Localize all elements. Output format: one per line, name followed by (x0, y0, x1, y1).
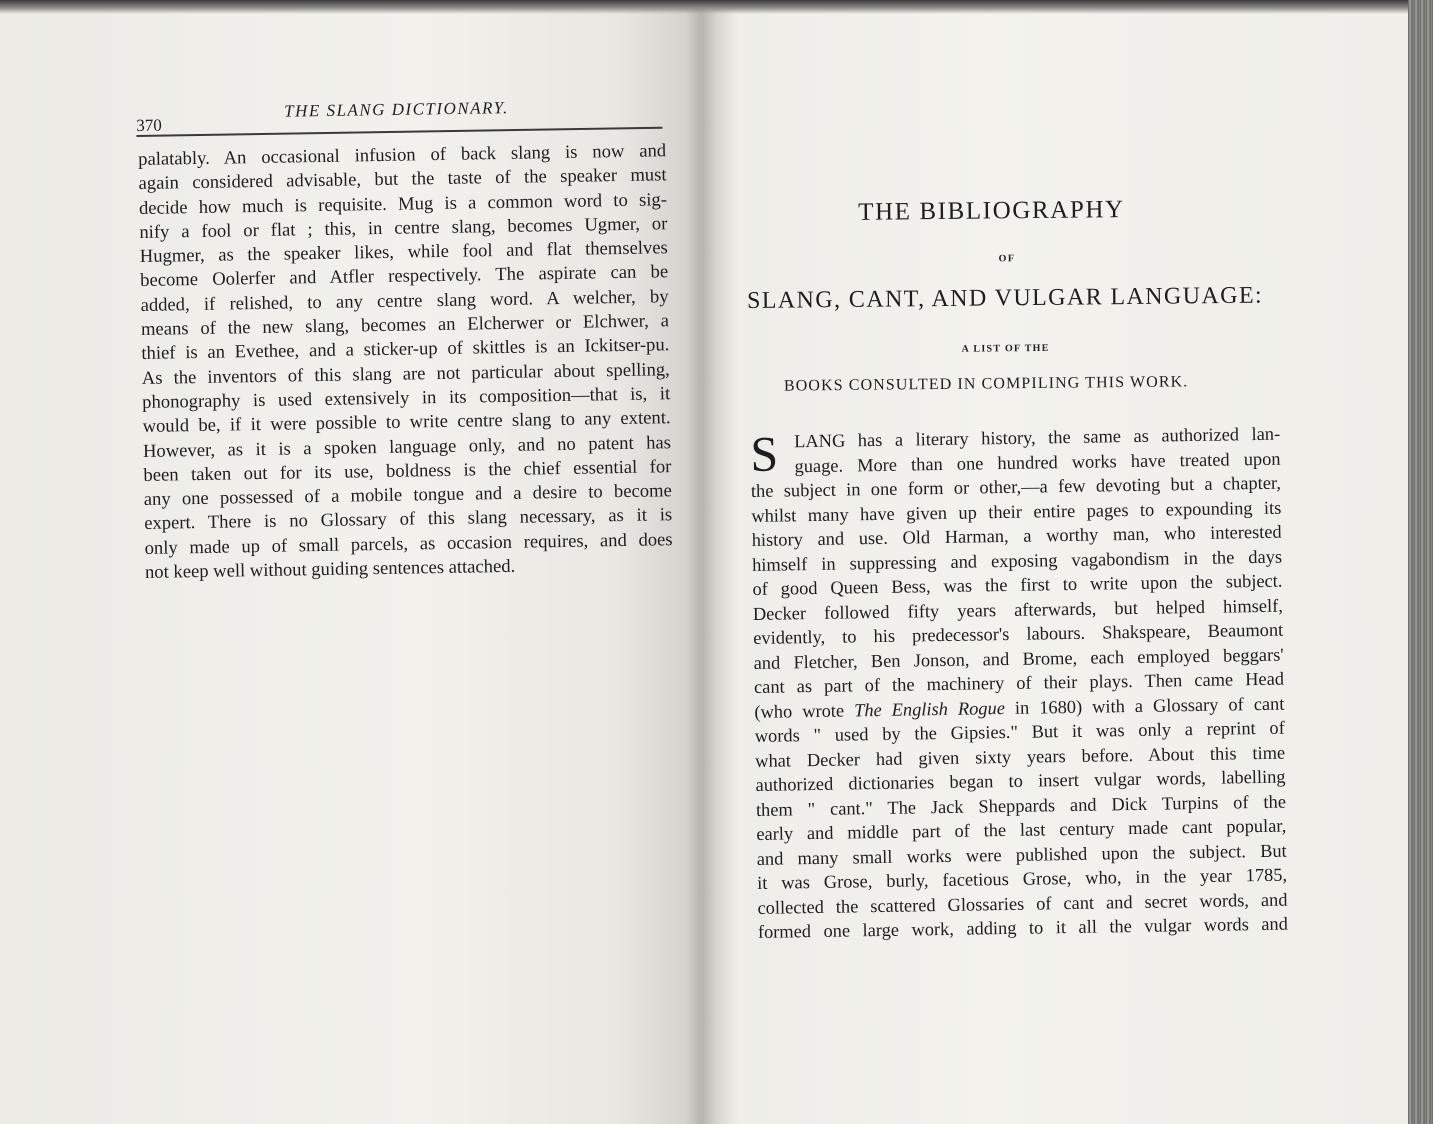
text-line: Decker followed fifty years afterwards, but helped himself, (752, 595, 1283, 624)
text-line: However, as it is a spoken language only, and no patent has (142, 431, 672, 462)
text-line: Hugmer, as the speaker likes, while fool and flat themselves (139, 237, 668, 268)
text-line: would be, if it were possible to write centre slang to any extent. (142, 407, 671, 438)
text-line: it was Grose, burly, facetious Grose, who, in the year 1785, (756, 864, 1288, 893)
text-line: evidently, to his predecessor's labours. Shakspeare, Beaumont (753, 619, 1284, 648)
text-line: LANG has a literary history, the same as authorized lan- (794, 423, 1281, 452)
text-line: expert. There is no Glossary of this slang necessary, as it is (144, 504, 673, 535)
text-line: not keep well without guiding sentences attached. (144, 555, 516, 583)
drop-cap: S (749, 425, 779, 482)
text-line: added, if relished, to any centre slang word. A welcher, by (140, 286, 669, 316)
text-line: any one possessed of a mobile tongue and a desire to become (143, 480, 672, 511)
subtitle: BOOKS CONSULTED IN COMPILING THIS WORK. (783, 373, 1189, 395)
page-number: 370 (136, 115, 162, 135)
right-body-text (750, 422, 1288, 945)
text-line: nify a fool or flat ; this, in centre slang, becomes Ugmer, or (139, 213, 668, 243)
running-head (136, 96, 662, 138)
text-line: guage. More than one hundred works have treated upon (794, 448, 1281, 476)
scan-top-edge (0, 0, 1433, 14)
text-line: formed one large work, adding to it all the vulgar words and (757, 913, 1288, 942)
text-line: been taken out for its use, boldness is the chief essential for (143, 456, 672, 486)
title-connector: OF (998, 253, 1016, 265)
text-line: phonography is used extensively in its composition—that is, it (142, 383, 671, 413)
page-edges (1408, 0, 1433, 1124)
text-line: early and middle part of the last century made cant popular, (756, 815, 1287, 844)
text-line: means of the new slang, becomes an Elcherwer or Elchwer, a (140, 310, 670, 341)
text-line: collected the scattered Glossaries of cant and secret words, and (757, 889, 1288, 918)
left-body-text (138, 139, 673, 585)
left-page (0, 0, 703, 1124)
text-line: again considered advisable, but the taste of the speaker must (138, 164, 667, 195)
text-line: the subject in one form or other,—a few devoting but a chapter, (750, 472, 1282, 501)
text-line: palatably. An occasional infusion of back slang is now and (138, 140, 667, 170)
title-subject: SLANG, CANT, AND VULGAR LANGUAGE: (746, 282, 1264, 314)
text-line: become Oolerfer and Atfler respectively. The aspirate can be (140, 261, 669, 292)
text-line: and Fletcher, Ben Jonson, and Brome, each employed beggars' (753, 644, 1284, 673)
text-line: words " used by the Gipsies." But it was only a reprint of (754, 717, 1285, 746)
text-line: thief is an Evethee, and a sticker-up of skittles is an Ickitser-pu. (141, 334, 670, 365)
header-rule (136, 127, 662, 137)
text-line: decide how much is requisite. Mug is a common word to sig- (138, 188, 668, 219)
running-title: THE SLANG DICTIONARY. (283, 98, 509, 121)
text-line: As the inventors of this slang are not particular about spelling, (141, 358, 670, 389)
page-title: THE BIBLIOGRAPHY (857, 196, 1125, 226)
text-line: them " cant." The Jack Sheppards and Dick Turpins of the (755, 791, 1287, 820)
book-gutter (686, 0, 718, 1124)
text-line: himself in suppressing and exposing vagabondism in the days (751, 546, 1283, 575)
text-line: (who wrote The English Rogue in 1680) with a Glossary of cant (754, 693, 1285, 722)
text-line: only made up of small parcels, as occasion requires, and does (144, 528, 673, 559)
text-line: what Decker had given sixty years before. About this time (755, 742, 1286, 771)
text-line: whilst many have given up their entire pages to expounding its (751, 497, 1282, 526)
book-title-italic: The English Rogue (853, 697, 1006, 720)
text-line: of good Queen Bess, was the first to write upon the subject. (752, 570, 1283, 599)
text-line: and many small works were published upon the subject. But (756, 840, 1287, 869)
text-line: cant as part of the machinery of their plays. Then came Head (753, 668, 1285, 697)
text-line: authorized dictionaries began to insert vulgar words, labelling (755, 766, 1286, 795)
subtitle-small: A LIST OF THE (961, 342, 1050, 355)
text-line: history and use. Old Harman, a worthy man, who interested (751, 521, 1282, 550)
